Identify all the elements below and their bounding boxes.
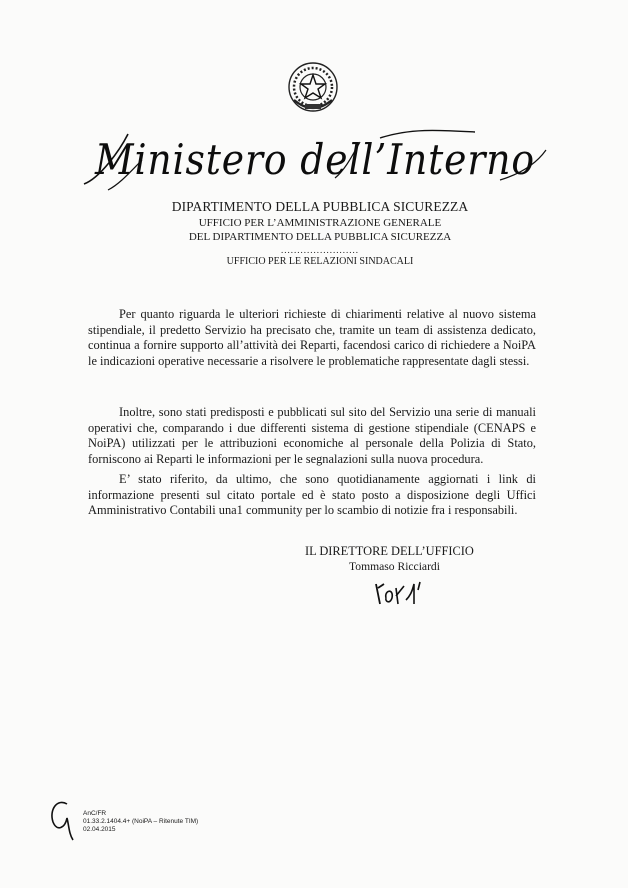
body-paragraph-2: Inoltre, sono stati predisposti e pubblicati sul sito del Servizio una serie di manuali operativi che, comparando i due differenti sistema di gestione stipendiale (CENAPS e NoiPA) utilizzati per le attribuzioni economiche al personale della Polizia di Stato, forniscono ai Reparti le informazioni per le segnalazioni sulla nuova procedura. [88,405,536,466]
handwritten-signature [370,574,430,608]
office-unit: UFFICIO PER LE RELAZIONI SINDACALI [226,256,414,267]
office-line-1: UFFICIO PER L’AMMINISTRAZIONE GENERALE [198,217,442,229]
handwritten-initial [47,796,75,842]
signatory-title: IL DIRETTORE DELL’UFFICIO [305,544,474,558]
ministry-title [80,120,550,195]
republic-emblem-icon [286,60,340,114]
footer-ref-line-3: 02.04.2015 [83,826,116,834]
footer-ref-line-2: 01.33.2.1404.4+ (NoiPA – Ritenute TIM) [83,818,199,826]
body-paragraph-1: Per quanto riguarda le ulteriori richieste di chiarimenti relative al nuovo sistema stipendiale, il predetto Servizio ha precisato che, tramite un team di assistenza dedicato, continua a fornire supporto all’attività dei Reparti, facendosi carico di richiedere a NoiPA le indicazioni operative necessarie a risolvere le problematiche rappresentate dagli stessi. [88,307,536,368]
office-line-2: DEL DIPARTIMENTO DELLA PUBBLICA SICUREZZA [188,231,452,243]
signatory-name: Tommaso Ricciardi [349,560,440,573]
footer-reference [83,810,198,835]
footer-ref-line-1: AnC/FR [83,810,107,817]
header-separator: ........................ [281,245,359,255]
body-paragraph-3: E’ stato riferito, da ultimo, che sono quotidianamente aggiornati i link di informazione presenti sul citato portale ed è stato posto a disposizione degli Uffici Amministrativo Contabili una1 community per lo scambio di notizie fra i responsabili. [88,472,536,518]
ministry-title-text: Ministero dell’Interno [94,135,535,184]
department-name: DIPARTIMENTO DELLA PUBBLICA SICUREZZA [171,199,469,214]
